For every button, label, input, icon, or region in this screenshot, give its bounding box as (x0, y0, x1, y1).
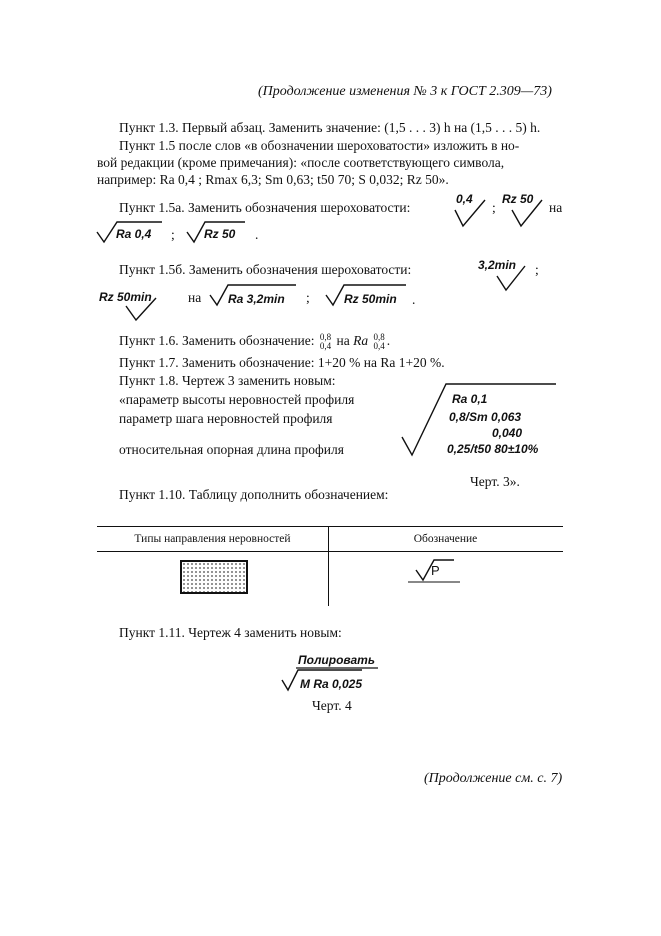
fraction-top: 0,8 (319, 332, 332, 342)
fig3-caption: Черт. 3». (470, 474, 520, 489)
fig3-label-step: параметр шага неровностей профиля (119, 411, 333, 426)
table-header-symbol: Обозначение (413, 533, 478, 545)
period: . (255, 227, 259, 242)
old-symbol-b-value: Rz 50 (502, 192, 534, 206)
separator: ; (306, 290, 310, 305)
direction-pattern-icon (180, 560, 248, 594)
new-symbol-b-value: Rz 50min (344, 292, 397, 306)
paragraph-1-5a: Пункт 1.5а. Заменить обозначения шероховатости: (119, 200, 411, 215)
table-header-types: Типы направления неровностей (134, 533, 291, 545)
paragraph-1-3: Пункт 1.3. Первый абзац. Заменить значение: (1,5 . . . 3) h на (1,5 . . . 5) h. (119, 120, 541, 135)
word-na: на (549, 200, 563, 215)
fraction-bottom: 0,4 (319, 341, 332, 351)
new-symbol-b-value: Rz 50 (204, 227, 236, 241)
page-header: (Продолжение изменения № 3 к ГОСТ 2.309—73) (258, 84, 552, 99)
ra-label: Ra (353, 333, 369, 349)
fig4-processing-label: Полировать (298, 653, 375, 667)
paragraph-1-11: Пункт 1.11. Чертеж 4 заменить новым: (119, 625, 342, 640)
new-symbol-a-value: Ra 3,2min (228, 292, 285, 306)
old-symbol-a-value: 3,2min (478, 258, 517, 272)
fraction-new (374, 333, 385, 351)
separator: ; (492, 200, 496, 215)
roughness-sign-icon (497, 266, 537, 296)
fig3-value-t50: 0,25/t50 80±10% (447, 442, 539, 456)
period: . (386, 333, 391, 349)
paragraph-1-8: Пункт 1.8. Чертеж 3 заменить новым: (119, 373, 336, 388)
separator: ; (171, 227, 175, 242)
new-symbol-a-value: Ra 0,4 (116, 227, 152, 241)
table-symbol-p: P (431, 563, 440, 578)
old-symbol-b-value: Rz 50min (99, 290, 152, 304)
roughness-sign-icon (126, 298, 166, 328)
fraction-bottom: 0,4 (373, 341, 385, 351)
word-na: на (188, 290, 202, 305)
table-top-rule (97, 526, 563, 527)
fig3-value-sm: 0,8/Sm 0,063 (449, 410, 522, 424)
paragraph-1-5-line3: например: Ra 0,4 ; Rmax 6,3; Sm 0,63; t50 70; S 0,032; Rz 50». (97, 172, 449, 187)
roughness-sign-icon (512, 200, 552, 230)
colon: ; (535, 262, 539, 277)
fig4-value: M Ra 0,025 (300, 677, 363, 691)
fig3-label-height: «параметр высоты неровностей профиля (119, 392, 355, 407)
paragraph-1-5b: Пункт 1.5б. Заменить обозначения шероховатости: (119, 262, 412, 277)
fig4-caption: Черт. 4 (312, 698, 352, 713)
paragraph-1-5-line1: Пункт 1.5 после слов «в обозначении шероховатости» изложить в но- (119, 138, 520, 153)
period: . (412, 292, 416, 307)
paragraph-1-7: Пункт 1.7. Заменить обозначение: 1+20 % на Ra 1+20 %. (119, 355, 445, 370)
fig3-value-s: 0,040 (492, 426, 523, 440)
table-header-rule (97, 551, 563, 552)
old-symbol-a-value: 0,4 (456, 192, 473, 206)
fig3-value-ra: Ra 0,1 (452, 392, 488, 406)
word-na: на (336, 333, 350, 349)
fraction-old (320, 333, 331, 351)
roughness-sign-icon (455, 200, 495, 230)
paragraph-1-10: Пункт 1.10. Таблицу дополнить обозначением: (119, 487, 389, 502)
fraction-top: 0,8 (373, 332, 385, 342)
paragraph-1-6-text: Пункт 1.6. Заменить обозначение: (119, 333, 315, 349)
paragraph-1-6 (119, 333, 390, 351)
page-footer: (Продолжение см. с. 7) (424, 771, 563, 786)
paragraph-1-5-line2: вой редакции (кроме примечания): «после соответствующего символа, (97, 155, 505, 170)
fig3-label-length: относительная опорная длина профиля (119, 442, 344, 457)
